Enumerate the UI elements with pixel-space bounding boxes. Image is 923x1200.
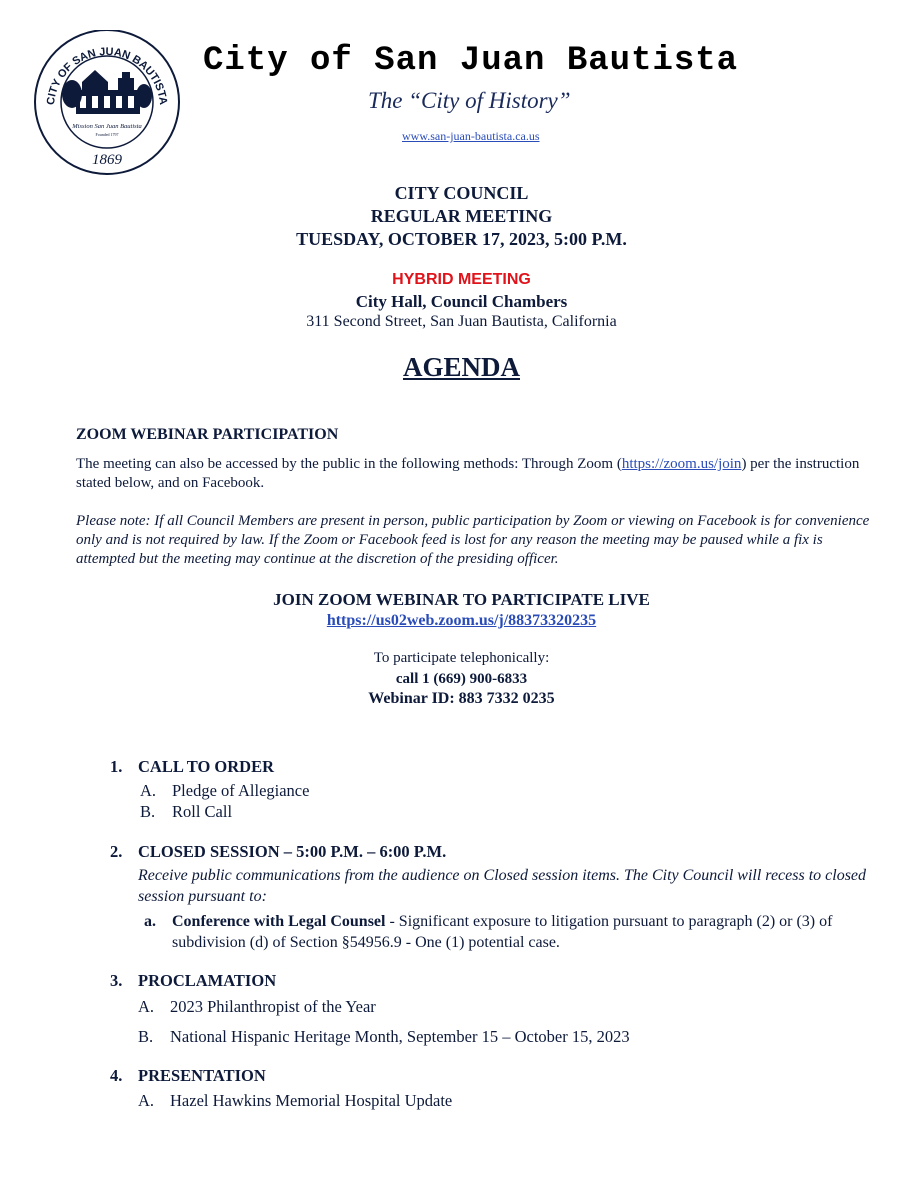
- sub-item-letter: B.: [140, 802, 156, 821]
- sub-item-legal-counsel: [144, 911, 874, 953]
- zoom-intro-text: The meeting can also be accessed by the public in the following methods: Through Zoom (: [76, 456, 622, 472]
- website-link[interactable]: www.san-juan-bautista.ca.us: [402, 129, 540, 143]
- sub-item-text: National Hispanic Heritage Month, September 15 – October 15, 2023: [170, 1027, 630, 1046]
- seal-sub-banner: Founded 1797: [95, 132, 119, 137]
- agenda-item-closed-session: [110, 842, 446, 862]
- sub-item-heritage-month: [138, 1027, 630, 1047]
- closed-session-description: Receive public communications from the audience on Closed session items. The City Council will recess to closed session pursuant to:: [138, 867, 867, 905]
- item-title: PROCLAMATION: [138, 971, 277, 990]
- seal-top-text: CITY OF SAN JUAN BAUTISTA: [44, 45, 170, 106]
- zoom-join-link[interactable]: https://zoom.us/join: [621, 456, 742, 472]
- zoom-heading: ZOOM WEBINAR PARTICIPATION: [76, 426, 339, 443]
- item-number: 3.: [110, 971, 123, 990]
- sub-item-letter: A.: [138, 1091, 155, 1110]
- sub-item-text: - Significant exposure to litigation pursuant to paragraph (2) or (3) of subdivision (d) of Section §54956.9 - One (1) potential case.: [172, 913, 833, 951]
- webinar-id: Webinar ID: 883 7332 0235: [368, 690, 555, 707]
- city-tagline: The “City of History”: [368, 88, 571, 113]
- item-number: 1.: [110, 757, 123, 776]
- sub-item-text: Roll Call: [172, 802, 233, 821]
- sub-item-roll-call: [140, 802, 232, 822]
- meeting-datetime: TUESDAY, OCTOBER 17, 2023, 5:00 P.M.: [296, 229, 627, 249]
- zoom-intro: [76, 455, 876, 493]
- agenda-item-call-to-order: [110, 757, 274, 777]
- seal-year: 1869: [92, 152, 122, 168]
- item-title: CLOSED SESSION – 5:00 P.M. – 6:00 P.M.: [138, 842, 447, 861]
- sub-item-letter: A.: [140, 781, 157, 800]
- agenda-title: AGENDA: [402, 352, 520, 382]
- city-name-title: City of San Juan Bautista: [203, 42, 739, 80]
- zoom-intro-tail: ) per the instruction stated below, and on Facebook.: [76, 456, 860, 491]
- item-number: 4.: [110, 1066, 123, 1085]
- sub-item-text: Pledge of Allegiance: [172, 781, 310, 800]
- sub-item-hospital-update: [138, 1091, 452, 1111]
- meeting-location: City Hall, Council Chambers: [355, 292, 568, 311]
- sub-item-text: Hazel Hawkins Memorial Hospital Update: [170, 1091, 453, 1110]
- sub-item-philanthropist: [138, 997, 376, 1017]
- item-title: CALL TO ORDER: [138, 757, 275, 776]
- meeting-type: REGULAR MEETING: [370, 206, 553, 226]
- mission-building-icon: [62, 70, 152, 114]
- sub-item-text: 2023 Philanthropist of the Year: [170, 997, 376, 1016]
- webinar-link[interactable]: https://us02web.zoom.us/j/88373320235: [326, 612, 597, 629]
- phone-intro: To participate telephonically:: [373, 650, 550, 666]
- agenda-item-proclamation: [110, 971, 276, 991]
- sub-item-letter: B.: [138, 1027, 154, 1046]
- join-webinar-heading: JOIN ZOOM WEBINAR TO PARTICIPATE LIVE: [273, 590, 650, 609]
- seal-banner: Mission San Juan Bautista: [72, 123, 142, 130]
- sub-item-letter: A.: [138, 997, 155, 1016]
- sub-item-letter: a.: [144, 913, 156, 930]
- item-title: PRESENTATION: [138, 1066, 266, 1085]
- sub-item-pledge: [140, 781, 309, 801]
- zoom-note: Please note: If all Council Members are present in person, public participation by Zoom or viewing on Facebook is for convenience only and is not required by law. If the Zoom or Facebook feed is lost for any reason the meeting may be paused while a fix is attempted but the meeting may continue at the discretion of the presiding officer.: [76, 513, 870, 567]
- meeting-address: 311 Second Street, San Juan Bautista, California: [306, 313, 617, 330]
- item-number: 2.: [110, 842, 123, 861]
- city-seal-logo: [32, 30, 182, 175]
- agenda-item-presentation: [110, 1066, 266, 1086]
- meeting-body: CITY COUNCIL: [394, 183, 529, 203]
- meeting-format: HYBRID MEETING: [392, 271, 531, 288]
- sub-item-title: Conference with Legal Counsel: [172, 913, 386, 930]
- phone-number: call 1 (669) 900-6833: [395, 671, 528, 687]
